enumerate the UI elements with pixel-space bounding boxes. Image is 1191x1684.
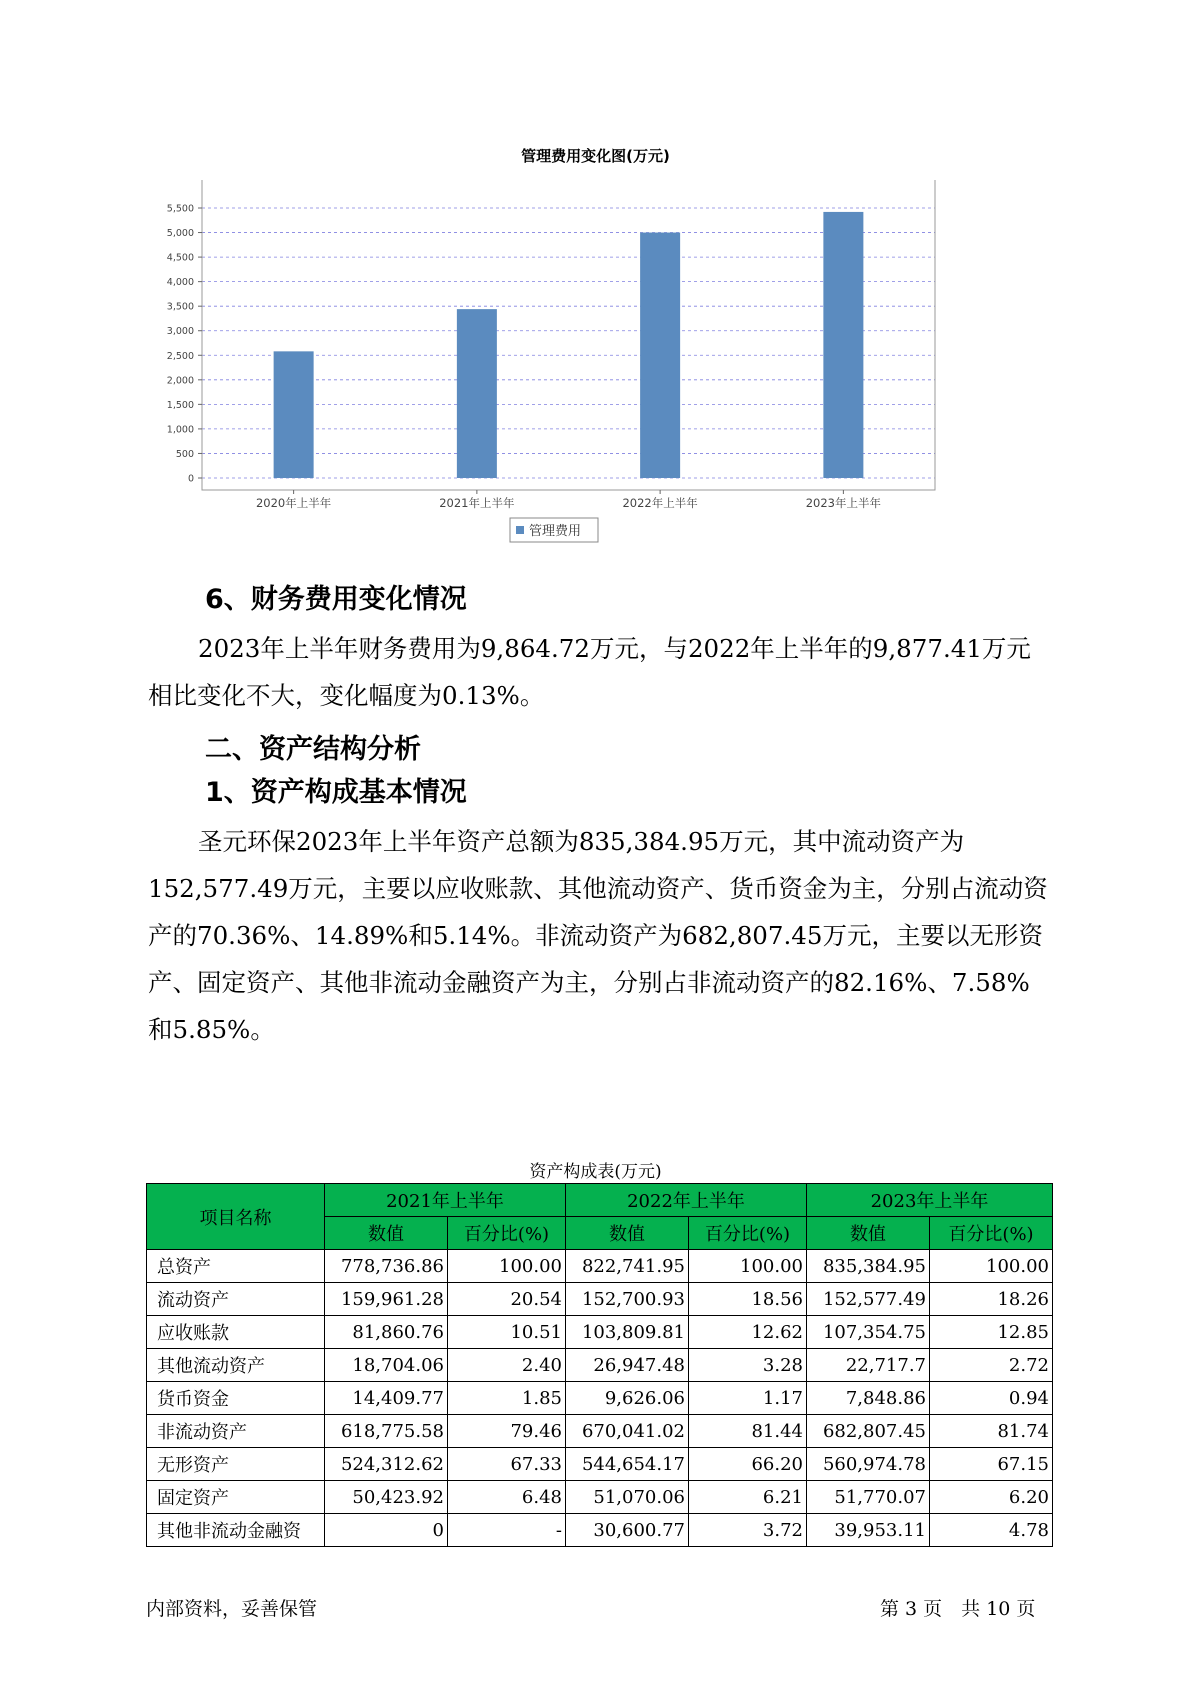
- header-value: 数值: [325, 1217, 448, 1250]
- y-tick-label: 3,000: [166, 326, 194, 338]
- asset-text: 圣元环保2023年上半年资产总额为835,384.95万元，其中流动资产为152,577.49万元，主要以应收账款、其他流动资产、货币资金为主，分别占流动资产的70.36%、14.89%和5.14%。非流动资产为682,807.45万元，主要以无形资产、固定资产、其他非流动金融资产为主，分别占非流动资产的82.16%、7.58%和5.85%。: [148, 827, 1048, 1044]
- table-row: [147, 1250, 1053, 1283]
- percent-cell: 3.72: [689, 1514, 807, 1547]
- header-period-2023: 2023年上半年: [807, 1184, 1053, 1217]
- y-tick-label: 0: [187, 473, 194, 485]
- row-label: 应收账款: [147, 1316, 325, 1349]
- y-tick-label: 5,000: [166, 228, 194, 240]
- row-label: 总资产: [147, 1250, 325, 1283]
- y-tick-label: 4,500: [166, 252, 194, 264]
- row-label: 货币资金: [147, 1382, 325, 1415]
- header-period-2021: 2021年上半年: [325, 1184, 566, 1217]
- value-cell: 39,953.11: [807, 1514, 930, 1547]
- value-cell: 107,354.75: [807, 1316, 930, 1349]
- percent-cell: 100.00: [930, 1250, 1053, 1283]
- y-tick-label: 500: [175, 448, 194, 460]
- row-label: 其他非流动金融资: [147, 1514, 325, 1547]
- asset-heading: 二、资产结构分析: [205, 734, 421, 765]
- finance-heading: 6、财务费用变化情况: [205, 584, 467, 615]
- x-tick-label: 2021年上半年: [439, 496, 515, 510]
- value-cell: 81,860.76: [325, 1316, 448, 1349]
- y-tick-label: 4,000: [166, 277, 194, 289]
- percent-cell: -: [448, 1514, 566, 1547]
- value-cell: 835,384.95: [807, 1250, 930, 1283]
- chart-title: 管理费用变化图(万元): [521, 147, 670, 165]
- management-expense-chart: [150, 180, 1030, 600]
- legend-label: 管理费用: [529, 524, 582, 539]
- percent-cell: 100.00: [689, 1250, 807, 1283]
- table-row: [147, 1448, 1053, 1481]
- percent-cell: 81.44: [689, 1415, 807, 1448]
- bar: [640, 233, 680, 478]
- footer-note: 内部资料，妥善保管: [146, 1598, 318, 1620]
- percent-cell: 67.33: [448, 1448, 566, 1481]
- percent-cell: 12.85: [930, 1316, 1053, 1349]
- percent-cell: 6.48: [448, 1481, 566, 1514]
- percent-cell: 66.20: [689, 1448, 807, 1481]
- percent-cell: 3.28: [689, 1349, 807, 1382]
- value-cell: 618,775.58: [325, 1415, 448, 1448]
- header-percent: 百分比(%): [689, 1217, 807, 1250]
- percent-cell: 18.56: [689, 1283, 807, 1316]
- finance-paragraph: [148, 625, 1048, 719]
- value-cell: 50,423.92: [325, 1481, 448, 1514]
- value-cell: 560,974.78: [807, 1448, 930, 1481]
- header-item-name: 项目名称: [147, 1184, 325, 1250]
- header-percent: 百分比(%): [448, 1217, 566, 1250]
- percent-cell: 6.21: [689, 1481, 807, 1514]
- chart-y-tick-labels: [167, 204, 194, 485]
- bar: [457, 309, 497, 478]
- y-tick-label: 5,500: [166, 203, 194, 215]
- asset-basic-heading: 1、资产构成基本情况: [205, 777, 467, 808]
- value-cell: 26,947.48: [566, 1349, 689, 1382]
- asset-structure-table: [146, 1183, 1053, 1547]
- value-cell: 152,700.93: [566, 1283, 689, 1316]
- percent-cell: 18.26: [930, 1283, 1053, 1316]
- y-tick-label: 1,500: [166, 399, 194, 411]
- bar: [274, 351, 314, 478]
- chart-x-tick-labels: [256, 496, 882, 510]
- table-row: [147, 1283, 1053, 1316]
- x-tick-label: 2023年上半年: [805, 496, 882, 510]
- table-row: [147, 1382, 1053, 1415]
- table-row: [147, 1514, 1053, 1547]
- value-cell: 51,770.07: [807, 1481, 930, 1514]
- y-tick-label: 1,000: [166, 424, 194, 436]
- header-value: 数值: [566, 1217, 689, 1250]
- value-cell: 544,654.17: [566, 1448, 689, 1481]
- x-tick-label: 2020年上半年: [255, 496, 332, 510]
- header-period-2022: 2022年上半年: [566, 1184, 807, 1217]
- header-percent: 百分比(%): [930, 1217, 1053, 1250]
- finance-text: 2023年上半年财务费用为9,864.72万元，与2022年上半年的9,877.41万元相比变化不大，变化幅度为0.13%。: [148, 634, 1031, 710]
- row-label: 流动资产: [147, 1283, 325, 1316]
- y-tick-label: 3,500: [166, 301, 194, 313]
- value-cell: 159,961.28: [325, 1283, 448, 1316]
- value-cell: 524,312.62: [325, 1448, 448, 1481]
- value-cell: 778,736.86: [325, 1250, 448, 1283]
- percent-cell: 67.15: [930, 1448, 1053, 1481]
- row-label: 固定资产: [147, 1481, 325, 1514]
- table-row: [147, 1415, 1053, 1448]
- footer-page-number: 第 3 页 共 10 页: [880, 1598, 1036, 1620]
- chart-legend: [510, 518, 598, 542]
- value-cell: 51,070.06: [566, 1481, 689, 1514]
- value-cell: 30,600.77: [566, 1514, 689, 1547]
- y-tick-label: 2,000: [166, 375, 194, 387]
- percent-cell: 1.17: [689, 1382, 807, 1415]
- value-cell: 22,717.7: [807, 1349, 930, 1382]
- table-row: [147, 1481, 1053, 1514]
- chart-bars: [274, 212, 864, 478]
- percent-cell: 1.85: [448, 1382, 566, 1415]
- percent-cell: 81.74: [930, 1415, 1053, 1448]
- value-cell: 7,848.86: [807, 1382, 930, 1415]
- percent-cell: 20.54: [448, 1283, 566, 1316]
- header-value: 数值: [807, 1217, 930, 1250]
- value-cell: 18,704.06: [325, 1349, 448, 1382]
- bar: [823, 212, 863, 478]
- table-caption: 资产构成表(万元): [529, 1162, 662, 1182]
- percent-cell: 0.94: [930, 1382, 1053, 1415]
- percent-cell: 6.20: [930, 1481, 1053, 1514]
- percent-cell: 2.40: [448, 1349, 566, 1382]
- percent-cell: 12.62: [689, 1316, 807, 1349]
- value-cell: 822,741.95: [566, 1250, 689, 1283]
- y-tick-label: 2,500: [166, 350, 194, 362]
- percent-cell: 10.51: [448, 1316, 566, 1349]
- value-cell: 103,809.81: [566, 1316, 689, 1349]
- table-row: [147, 1349, 1053, 1382]
- value-cell: 0: [325, 1514, 448, 1547]
- table-row: [147, 1316, 1053, 1349]
- legend-swatch: [516, 526, 524, 534]
- value-cell: 9,626.06: [566, 1382, 689, 1415]
- asset-paragraph: [148, 818, 1048, 1053]
- value-cell: 14,409.77: [325, 1382, 448, 1415]
- value-cell: 670,041.02: [566, 1415, 689, 1448]
- row-label: 其他流动资产: [147, 1349, 325, 1382]
- value-cell: 152,577.49: [807, 1283, 930, 1316]
- x-tick-label: 2022年上半年: [622, 496, 698, 510]
- percent-cell: 2.72: [930, 1349, 1053, 1382]
- percent-cell: 79.46: [448, 1415, 566, 1448]
- value-cell: 682,807.45: [807, 1415, 930, 1448]
- row-label: 无形资产: [147, 1448, 325, 1481]
- percent-cell: 4.78: [930, 1514, 1053, 1547]
- percent-cell: 100.00: [448, 1250, 566, 1283]
- row-label: 非流动资产: [147, 1415, 325, 1448]
